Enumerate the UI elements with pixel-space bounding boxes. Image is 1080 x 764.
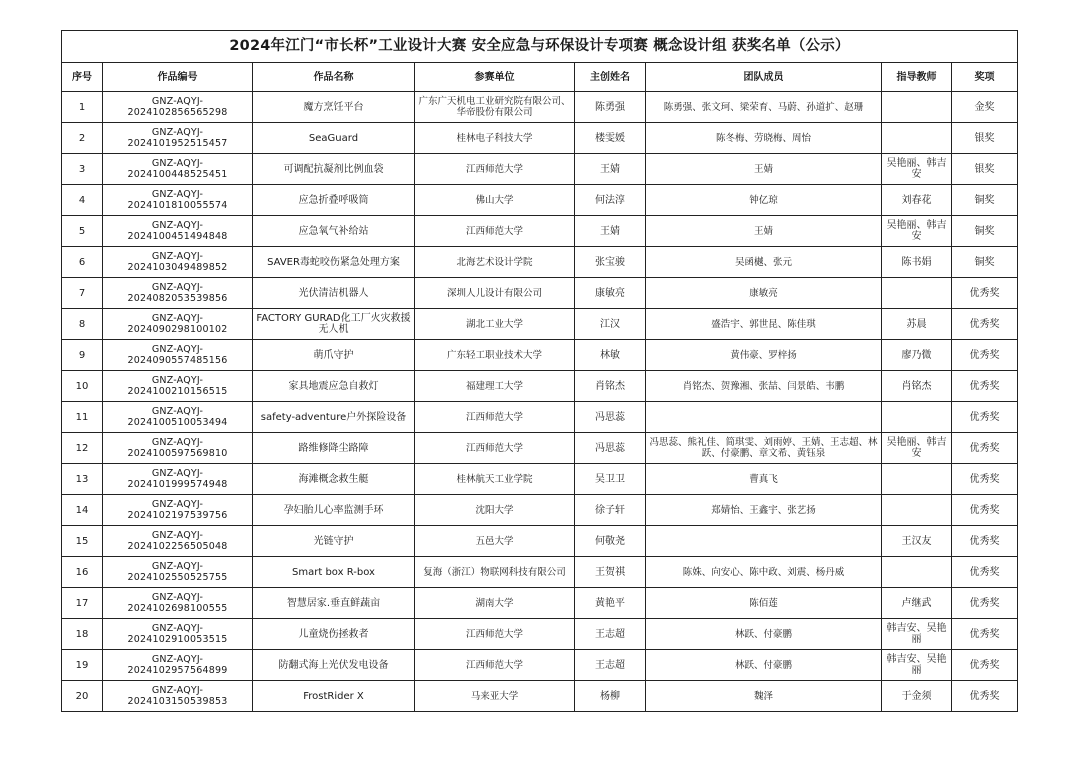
- cell-code: [103, 681, 253, 712]
- code-prefix: GNZ-AQYJ-: [151, 592, 204, 603]
- code-prefix: GNZ-AQYJ-: [151, 499, 204, 510]
- cell-no: 11: [62, 402, 103, 433]
- cell-award: 铜奖: [952, 216, 1018, 247]
- code-number: 2024102957564899: [127, 665, 228, 676]
- code-prefix: GNZ-AQYJ-: [151, 437, 204, 448]
- cell-team: 陈姝、向安心、陈中政、刘震、杨丹威: [646, 557, 882, 588]
- cell-teacher: 刘春花: [882, 185, 952, 216]
- cell-teacher: [882, 123, 952, 154]
- cell-teacher: 陈书娟: [882, 247, 952, 278]
- code-prefix: GNZ-AQYJ-: [151, 654, 204, 665]
- cell-code: [103, 526, 253, 557]
- code-prefix: GNZ-AQYJ-: [151, 251, 204, 262]
- cell-award: 优秀奖: [952, 340, 1018, 371]
- cell-team: 郑婧怡、王鑫宇、张艺扬: [646, 495, 882, 526]
- cell-unit: 江西师范大学: [415, 402, 575, 433]
- code-prefix: GNZ-AQYJ-: [151, 344, 204, 355]
- table-row: [62, 588, 1018, 619]
- header-award: 奖项: [952, 63, 1018, 92]
- code-prefix: GNZ-AQYJ-: [151, 96, 204, 107]
- code-prefix: GNZ-AQYJ-: [151, 220, 204, 231]
- table-row: [62, 123, 1018, 154]
- cell-award: 优秀奖: [952, 681, 1018, 712]
- cell-team: 王婧: [646, 216, 882, 247]
- cell-teacher: [882, 278, 952, 309]
- cell-code: [103, 154, 253, 185]
- cell-award: 优秀奖: [952, 557, 1018, 588]
- table-row: [62, 92, 1018, 123]
- code-prefix: GNZ-AQYJ-: [151, 530, 204, 541]
- cell-unit: 江西师范大学: [415, 154, 575, 185]
- cell-lead: 王志超: [575, 619, 646, 650]
- cell-code: [103, 371, 253, 402]
- cell-lead: 肖铭杰: [575, 371, 646, 402]
- code-prefix: GNZ-AQYJ-: [151, 313, 204, 324]
- header-work-name: 作品名称: [253, 63, 415, 92]
- cell-team: 冯思蕊、熊礼佳、简琪雯、刘雨婷、王婧、王志超、林跃、付豪鹏、章文希、黄钰泉: [646, 433, 882, 464]
- cell-lead: 张宝骏: [575, 247, 646, 278]
- cell-unit: 广东轻工职业技术大学: [415, 340, 575, 371]
- cell-code: [103, 278, 253, 309]
- cell-work-name: 魔方烹饪平台: [253, 92, 415, 123]
- table-row: [62, 681, 1018, 712]
- cell-team: 陈冬梅、劳晓梅、周怡: [646, 123, 882, 154]
- cell-no: 14: [62, 495, 103, 526]
- cell-unit: 五邑大学: [415, 526, 575, 557]
- code-prefix: GNZ-AQYJ-: [151, 561, 204, 572]
- cell-lead: 江汉: [575, 309, 646, 340]
- cell-team: 肖铭杰、贺豫湘、张喆、闫景皓、韦鹏: [646, 371, 882, 402]
- table-row: [62, 216, 1018, 247]
- cell-teacher: 吴艳丽、韩吉安: [882, 216, 952, 247]
- cell-award: 银奖: [952, 123, 1018, 154]
- table-body: [62, 92, 1018, 712]
- cell-lead: 冯思蕊: [575, 402, 646, 433]
- cell-team: 林跃、付豪鹏: [646, 619, 882, 650]
- cell-teacher: 吴艳丽、韩吉安: [882, 154, 952, 185]
- cell-work-name: 儿童烧伤拯救者: [253, 619, 415, 650]
- table-row: [62, 433, 1018, 464]
- cell-lead: 王志超: [575, 650, 646, 681]
- cell-unit: 湖南大学: [415, 588, 575, 619]
- award-table: [61, 30, 1018, 712]
- code-prefix: GNZ-AQYJ-: [151, 282, 204, 293]
- cell-unit: 深圳人儿设计有限公司: [415, 278, 575, 309]
- cell-work-name: 路维修降尘路障: [253, 433, 415, 464]
- cell-team: [646, 402, 882, 433]
- table-row: [62, 371, 1018, 402]
- cell-no: 16: [62, 557, 103, 588]
- cell-teacher: 苏晨: [882, 309, 952, 340]
- cell-work-name: 防翻式海上光伏发电设备: [253, 650, 415, 681]
- code-number: 2024100510053494: [127, 417, 228, 428]
- cell-code: [103, 92, 253, 123]
- code-number: 2024102856565298: [127, 107, 228, 118]
- cell-lead: 徐子轩: [575, 495, 646, 526]
- cell-team: 钟亿琼: [646, 185, 882, 216]
- header-lead: 主创姓名: [575, 63, 646, 92]
- code-number: 2024100451494848: [127, 231, 228, 242]
- table-row: [62, 464, 1018, 495]
- cell-teacher: 卢继武: [882, 588, 952, 619]
- code-number: 2024090298100102: [127, 324, 228, 335]
- cell-work-name: safety-adventure户外探险设备: [253, 402, 415, 433]
- code-prefix: GNZ-AQYJ-: [151, 623, 204, 634]
- code-prefix: GNZ-AQYJ-: [151, 468, 204, 479]
- code-number: 2024103049489852: [127, 262, 228, 273]
- cell-work-name: FACTORY GURAD化工厂火灾救援无人机: [253, 309, 415, 340]
- cell-no: 19: [62, 650, 103, 681]
- cell-no: 12: [62, 433, 103, 464]
- cell-lead: 王婧: [575, 216, 646, 247]
- cell-teacher: 韩吉安、吴艳丽: [882, 650, 952, 681]
- cell-lead: 王贺祺: [575, 557, 646, 588]
- cell-unit: 江西师范大学: [415, 216, 575, 247]
- cell-teacher: 吴艳丽、韩吉安: [882, 433, 952, 464]
- cell-work-name: 萌爪守护: [253, 340, 415, 371]
- cell-lead: 冯思蕊: [575, 433, 646, 464]
- cell-lead: 杨柳: [575, 681, 646, 712]
- cell-work-name: 光伏清洁机器人: [253, 278, 415, 309]
- cell-teacher: 肖铭杰: [882, 371, 952, 402]
- cell-award: 优秀奖: [952, 495, 1018, 526]
- code-number: 2024103150539853: [127, 696, 228, 707]
- cell-unit: 北海艺术设计学院: [415, 247, 575, 278]
- cell-code: [103, 464, 253, 495]
- cell-lead: 何法淳: [575, 185, 646, 216]
- cell-code: [103, 619, 253, 650]
- cell-work-name: SAVER毒蛇咬伤紧急处理方案: [253, 247, 415, 278]
- cell-no: 5: [62, 216, 103, 247]
- cell-work-name: 光链守护: [253, 526, 415, 557]
- cell-no: 13: [62, 464, 103, 495]
- cell-award: 优秀奖: [952, 619, 1018, 650]
- table-row: [62, 185, 1018, 216]
- cell-no: 7: [62, 278, 103, 309]
- cell-team: 林跃、付豪鹏: [646, 650, 882, 681]
- cell-code: [103, 588, 253, 619]
- cell-teacher: [882, 495, 952, 526]
- header-no: 序号: [62, 63, 103, 92]
- cell-work-name: 家具地震应急自救灯: [253, 371, 415, 402]
- cell-teacher: 韩吉安、吴艳丽: [882, 619, 952, 650]
- header-code: 作品编号: [103, 63, 253, 92]
- cell-teacher: 于金须: [882, 681, 952, 712]
- table-row: [62, 619, 1018, 650]
- cell-code: [103, 495, 253, 526]
- cell-no: 3: [62, 154, 103, 185]
- header-team: 团队成员: [646, 63, 882, 92]
- cell-code: [103, 650, 253, 681]
- cell-code: [103, 185, 253, 216]
- cell-unit: 福建理工大学: [415, 371, 575, 402]
- cell-award: 优秀奖: [952, 278, 1018, 309]
- cell-team: 盛浩宇、郭世昆、陈佳琪: [646, 309, 882, 340]
- cell-unit: 江西师范大学: [415, 619, 575, 650]
- cell-work-name: 智慧居家.垂直鲜蔬亩: [253, 588, 415, 619]
- code-number: 2024102910053515: [127, 634, 228, 645]
- cell-unit: 桂林航天工业学院: [415, 464, 575, 495]
- cell-team: 曹真飞: [646, 464, 882, 495]
- code-prefix: GNZ-AQYJ-: [151, 158, 204, 169]
- cell-unit: 佛山大学: [415, 185, 575, 216]
- cell-unit: 湖北工业大学: [415, 309, 575, 340]
- document-title: 2024年江门“市长杯”工业设计大赛 安全应急与环保设计专项赛 概念设计组 获奖名单（公示）: [62, 31, 1018, 63]
- cell-teacher: [882, 92, 952, 123]
- cell-lead: 何敬尧: [575, 526, 646, 557]
- cell-teacher: 王汉友: [882, 526, 952, 557]
- cell-award: 银奖: [952, 154, 1018, 185]
- table-row: [62, 495, 1018, 526]
- cell-team: 康敏亮: [646, 278, 882, 309]
- code-number: 2024090557485156: [127, 355, 228, 366]
- cell-teacher: [882, 402, 952, 433]
- table-row: [62, 526, 1018, 557]
- cell-work-name: 可调配抗凝剂比例血袋: [253, 154, 415, 185]
- table-row: [62, 340, 1018, 371]
- code-number: 2024101952515457: [127, 138, 228, 149]
- cell-code: [103, 557, 253, 588]
- cell-unit: 马来亚大学: [415, 681, 575, 712]
- cell-no: 20: [62, 681, 103, 712]
- cell-lead: 王婧: [575, 154, 646, 185]
- cell-award: 铜奖: [952, 185, 1018, 216]
- code-prefix: GNZ-AQYJ-: [151, 406, 204, 417]
- code-prefix: GNZ-AQYJ-: [151, 127, 204, 138]
- cell-no: 10: [62, 371, 103, 402]
- code-number: 2024100597569810: [127, 448, 228, 459]
- cell-no: 2: [62, 123, 103, 154]
- cell-teacher: [882, 464, 952, 495]
- cell-work-name: 应急氧气补给站: [253, 216, 415, 247]
- cell-unit: 江西师范大学: [415, 650, 575, 681]
- table-header-row: [62, 63, 1018, 92]
- header-unit: 参赛单位: [415, 63, 575, 92]
- code-number: 2024102256505048: [127, 541, 228, 552]
- cell-work-name: 应急折叠呼吸筒: [253, 185, 415, 216]
- cell-code: [103, 402, 253, 433]
- cell-no: 6: [62, 247, 103, 278]
- cell-team: 王婧: [646, 154, 882, 185]
- cell-unit: 沈阳大学: [415, 495, 575, 526]
- cell-award: 铜奖: [952, 247, 1018, 278]
- table-row: [62, 309, 1018, 340]
- code-prefix: GNZ-AQYJ-: [151, 375, 204, 386]
- cell-code: [103, 433, 253, 464]
- cell-team: 吴函樾、张元: [646, 247, 882, 278]
- table-row: [62, 402, 1018, 433]
- cell-teacher: [882, 557, 952, 588]
- cell-award: 优秀奖: [952, 433, 1018, 464]
- code-prefix: GNZ-AQYJ-: [151, 685, 204, 696]
- award-list-sheet: [61, 30, 1017, 712]
- cell-award: 优秀奖: [952, 402, 1018, 433]
- cell-work-name: Smart box R-box: [253, 557, 415, 588]
- table-row: [62, 278, 1018, 309]
- table-row: [62, 247, 1018, 278]
- cell-team: 陈勇强、张文珂、梁荣育、马蔚、孙道扩、赵珊: [646, 92, 882, 123]
- cell-award: 优秀奖: [952, 309, 1018, 340]
- cell-code: [103, 123, 253, 154]
- cell-code: [103, 247, 253, 278]
- cell-no: 8: [62, 309, 103, 340]
- cell-award: 优秀奖: [952, 464, 1018, 495]
- cell-work-name: 孕妇胎儿心率监测手环: [253, 495, 415, 526]
- cell-no: 1: [62, 92, 103, 123]
- code-number: 2024102550525755: [127, 572, 228, 583]
- table-row: [62, 557, 1018, 588]
- cell-work-name: SeaGuard: [253, 123, 415, 154]
- code-number: 2024102197539756: [127, 510, 228, 521]
- cell-team: 黄伟豪、罗梓扬: [646, 340, 882, 371]
- cell-lead: 吴卫卫: [575, 464, 646, 495]
- cell-unit: 广东广天机电工业研究院有限公司、华帝股份有限公司: [415, 92, 575, 123]
- cell-teacher: 廖乃微: [882, 340, 952, 371]
- cell-lead: 陈勇强: [575, 92, 646, 123]
- code-number: 2024102698100555: [127, 603, 228, 614]
- cell-unit: 复海（浙江）物联网科技有限公司: [415, 557, 575, 588]
- cell-no: 9: [62, 340, 103, 371]
- code-number: 2024100210156515: [127, 386, 228, 397]
- cell-no: 15: [62, 526, 103, 557]
- cell-code: [103, 340, 253, 371]
- cell-team: [646, 526, 882, 557]
- code-number: 2024101810055574: [127, 200, 228, 211]
- cell-lead: 楼雯媛: [575, 123, 646, 154]
- code-prefix: GNZ-AQYJ-: [151, 189, 204, 200]
- cell-code: [103, 309, 253, 340]
- code-number: 2024082053539856: [127, 293, 228, 304]
- cell-award: 优秀奖: [952, 588, 1018, 619]
- cell-code: [103, 216, 253, 247]
- cell-unit: 桂林电子科技大学: [415, 123, 575, 154]
- cell-lead: 黄艳平: [575, 588, 646, 619]
- table-row: [62, 154, 1018, 185]
- cell-award: 金奖: [952, 92, 1018, 123]
- cell-team: 魏泽: [646, 681, 882, 712]
- cell-award: 优秀奖: [952, 371, 1018, 402]
- cell-no: 17: [62, 588, 103, 619]
- cell-award: 优秀奖: [952, 526, 1018, 557]
- code-number: 2024101999574948: [127, 479, 228, 490]
- cell-team: 陈佰莲: [646, 588, 882, 619]
- header-teacher: 指导教师: [882, 63, 952, 92]
- cell-no: 4: [62, 185, 103, 216]
- cell-lead: 林敏: [575, 340, 646, 371]
- cell-lead: 康敏亮: [575, 278, 646, 309]
- cell-no: 18: [62, 619, 103, 650]
- code-number: 2024100448525451: [127, 169, 228, 180]
- table-row: [62, 650, 1018, 681]
- cell-work-name: FrostRider X: [253, 681, 415, 712]
- cell-work-name: 海滩概念救生艇: [253, 464, 415, 495]
- cell-award: 优秀奖: [952, 650, 1018, 681]
- cell-unit: 江西师范大学: [415, 433, 575, 464]
